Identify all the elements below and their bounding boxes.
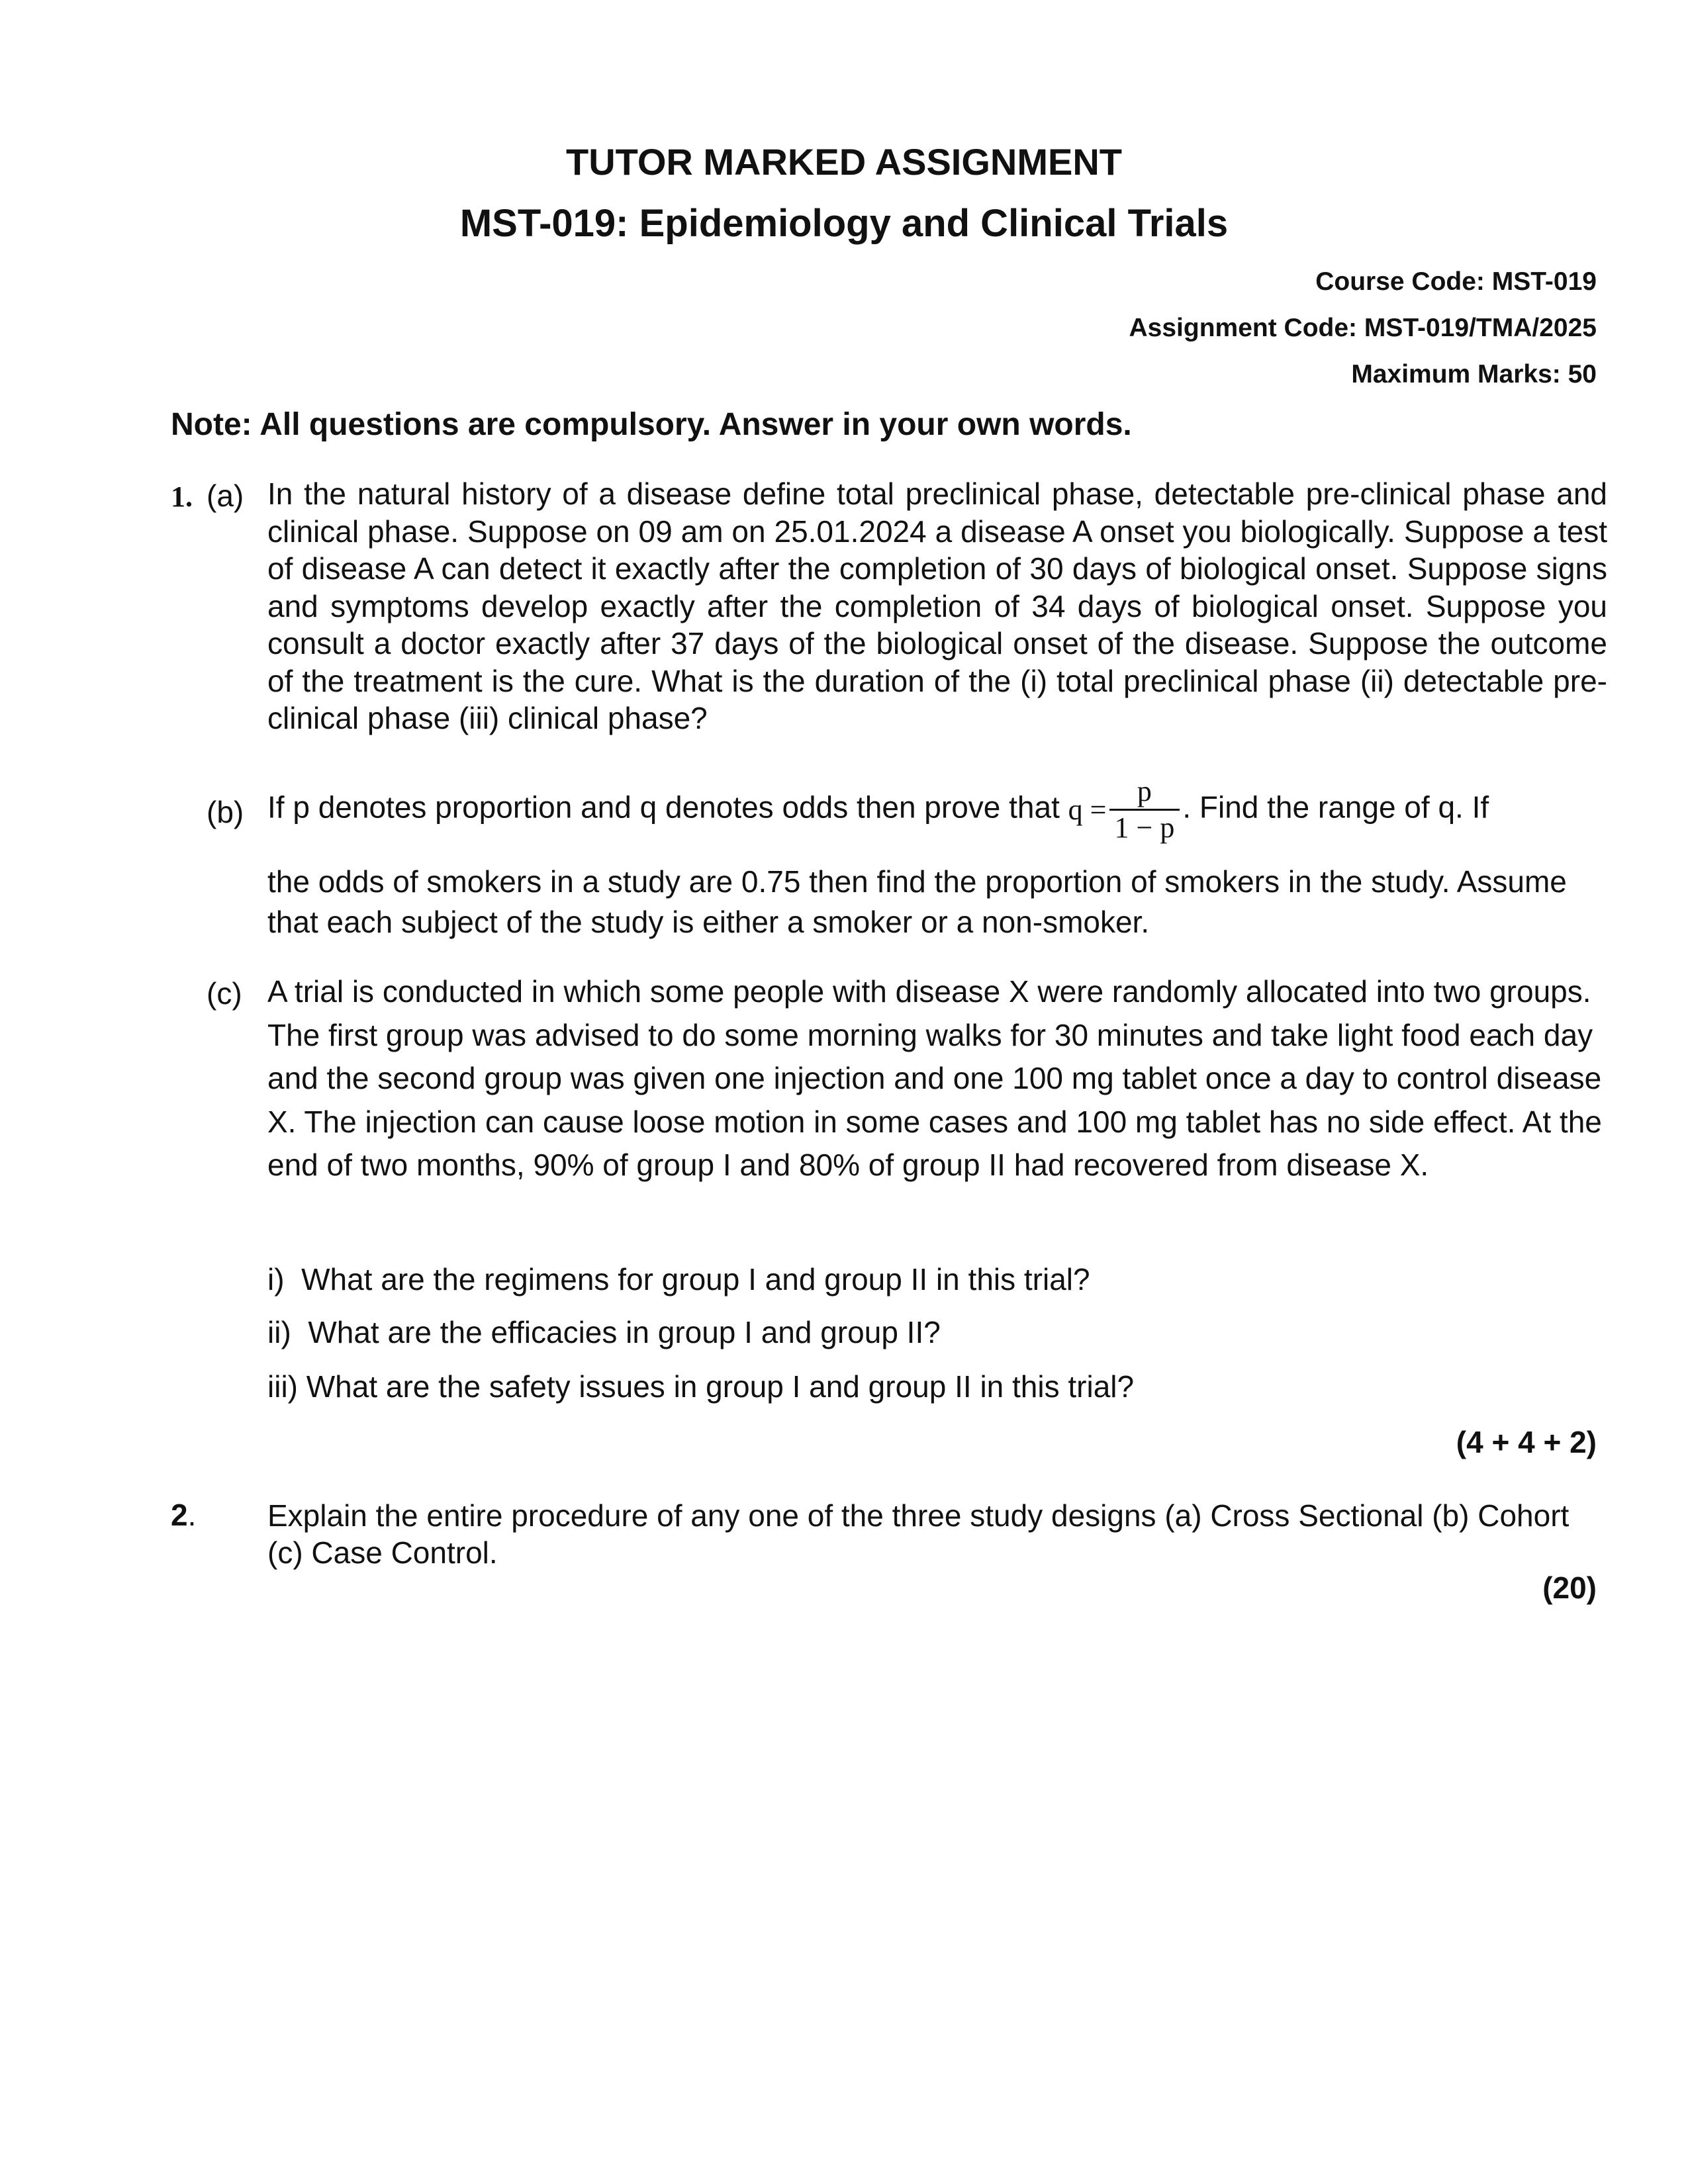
q2-text: Explain the entire procedure of any one of the three study designs (a) Cross Sectional (b) Cohort (c) Case Control. (267, 1498, 1570, 1570)
q1b-denominator: 1 − p (1114, 811, 1175, 844)
q1c-subitem-1: i) What are the regimens for group I and group II in this trial? (267, 1262, 1090, 1297)
q1b-fraction (1109, 774, 1180, 845)
q1a-text: In the natural history of a disease define total preclinical phase, detectable pre-clinical phase and clinical phase. Suppose on 09 am on 25.01.2024 a disease A onset you biologically. Suppose a test of disease A can detect it exactly after the completion of 30 days of biological onset. Suppose signs and symptoms develop exactly after the completion of 34 days of biological onset. Suppose you consult a doctor exactly after 37 days of the biological onset of the disease. Suppose the outcome of the treatment is the cure. What is the duration of the (i) total preclinical phase (ii) detectable pre-clinical phase (iii) clinical phase? (267, 477, 1607, 735)
q1b-equation-lhs: q = (1068, 794, 1107, 826)
course-title: MST-019: Epidemiology and Clinical Trials (459, 202, 1229, 245)
q1c-subitem-3: iii) What are the safety issues in group I and group II in this trial? (267, 1369, 1135, 1404)
q1b-label: (b) (207, 795, 244, 829)
q1c-subitem-2: ii) What are the efficacies in group I and group II? (267, 1315, 941, 1349)
instructions-note: Note: All questions are compulsory. Answer in your own words. (171, 407, 1132, 442)
course-code: Course Code: MST-019 (1315, 267, 1597, 296)
q1b-text-after: . Find the range of q. If (1182, 790, 1489, 825)
q1b-first-line (267, 774, 1607, 845)
q1a-label: (a) (207, 478, 244, 513)
q1b-numerator: p (1109, 774, 1180, 811)
assignment-code: Assignment Code: MST-019/TMA/2025 (1129, 314, 1597, 342)
question-1-marks: (4 + 4 + 2) (1456, 1425, 1597, 1459)
q1c-label: (c) (207, 976, 242, 1011)
question-1-number: 1. (171, 480, 193, 513)
question-2-marks: (20) (1542, 1570, 1597, 1605)
q1c-text: A trial is conducted in which some people with disease X were randomly allocated into two groups. The first group was advised to do some morning walks for 30 minutes and take light food each day and the second group was given one injection and one 100 mg tablet once a day to control disease X. The injection can cause loose motion in some cases and 100 mg tablet has no side effect. At the end of two months, 90% of group I and 80% of group II had recovered from disease X. (267, 974, 1602, 1182)
maximum-marks: Maximum Marks: 50 (1351, 360, 1597, 388)
q1b-text-before: If p denotes proportion and q denotes odds then prove that (267, 790, 1060, 825)
q1b-text-rest: the odds of smokers in a study are 0.75 then find the proportion of smokers in the study. Assume that each subject of the study is either a smoker or a non-smoker. (267, 864, 1567, 939)
page-title: TUTOR MARKED ASSIGNMENT (566, 141, 1122, 183)
question-2-number: 2. (171, 1498, 197, 1532)
